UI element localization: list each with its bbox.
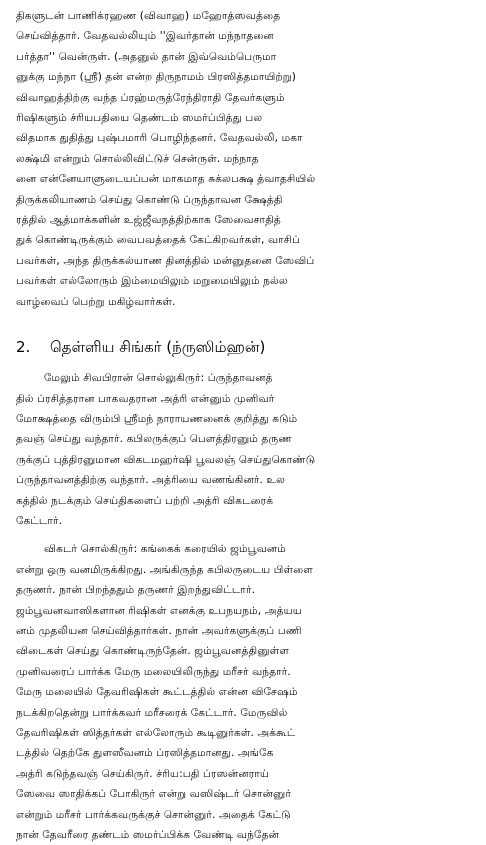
- text-line: ருக்குப் புத்திரனுமான விகடமஹர்ஷி பூவலஞ் செய்துகொண்டு: [16, 453, 316, 466]
- text-line: அத்ரி கடுந்தவஞ் செய்கிருர். ச்ரிய:பதி ப்ரஸன்னராய்: [16, 767, 270, 780]
- text-line: திகளுடன் பாணிக்ரஹண (விவாஹ) மஹோத்ஸவத்தை: [16, 10, 281, 22]
- text-line: ஸேவை ஸாதிக்கப் போகிருர் என்று வஸிஷ்டர் சொன்னுர்: [16, 788, 292, 801]
- text-line: மேரு மலையில் தேவரிஷிகள் கூட்டத்தில் என்ன விசேஷம்: [16, 686, 298, 699]
- text-line: னம் முதலியன செய்வித்தார்கள். நான் அவர்களுக்குப் பணி: [16, 624, 302, 637]
- text-line: ரத்தில் ஆத்மாக்களின் உஜ்ஜீவநத்திற்காக ஸேவைசாதித்: [16, 214, 281, 227]
- text-line: ப்ருந்தாவனத்திற்கு வந்தார். அத்ரியை வணங்கினர். உல: [16, 474, 285, 487]
- text-line: நடக்கிறதென்று பார்க்கவர் மரீசரைக் கேட்டார். மேருவில்: [16, 706, 288, 719]
- text-line: டத்தில் தெற்கே துளஸீவனம் ப்ரஸித்தமானது. அங்கே: [16, 747, 274, 760]
- text-line: என்றும் மரீசர் பார்க்கவருக்குச் சொன்னுர். அதைக் கேட்டு: [16, 808, 291, 821]
- text-line: திருக்கலியாணம் செய்து கொண்டு ப்ருந்தாவன க்ஷேத்தி: [16, 193, 283, 206]
- paragraph-2: [16, 539, 474, 845]
- section-number: 2.: [16, 338, 31, 357]
- text-line: தவஞ் செய்து வந்தார். கபிலருக்குப் பௌத்திரனும் தருண: [16, 433, 292, 446]
- text-line: வாழ்வைப் பெற்று மகிழ்வார்கள்.: [16, 295, 176, 308]
- text-line: விகடர் சொல்கிருர்: கங்கைக் கரையில் ஜம்பூவனம்: [44, 543, 286, 556]
- text-line: பவர்கள் எல்லோரும் இம்மையிலும் மறுமையிலும் நல்ல: [16, 275, 288, 288]
- text-line: தேவரிஷிகள் ஸித்தர்கள் எல்லோரும் கூடினுர்கள். அக்கூட்: [16, 727, 296, 739]
- text-line: பவர்கள், அந்த திருக்கல்யாண தினத்தில் மன்னுதனை ஸேவிப்: [16, 254, 315, 267]
- text-line: ஜம்பூவனவாஸிகளான ரிஷிகள் எனக்கு உபநயநம், அத்யய: [16, 604, 302, 617]
- text-line: ரிஷிகளும் ச்ரியபதியை தெண்டம் ஸமர்ப்பித்து பல: [16, 112, 263, 125]
- text-line: நான் தேவரீரை தண்டம் ஸமர்ப்பிக்க வேண்டி வந்தேன்: [16, 829, 279, 842]
- text-line: விதமாக துதித்து புஷ்பமாரி பொழிந்தனர். வேதவல்லி, மகா: [16, 132, 303, 145]
- text-line: செய்வித்தார். வேதவல்லியும் ''இவர்தான் மந்நாதனை: [16, 30, 274, 43]
- text-line: தில் ப்ரசித்தரான பாகவதரான அத்ரி என்னும் முனிவர்: [16, 392, 275, 405]
- text-line: மோக்ஷத்தை விரும்பி ஸ்ரீமந் நாராயணனைக் குறித்து கடும்: [16, 412, 298, 425]
- text-line: விவாஹத்திற்கு வந்த ப்ரஹ்மருத்ரேந்திராதி தேவர்களும்: [16, 91, 285, 104]
- text-line: னை என்னேயாளுடையப்பன் மாகமாத சுக்லபக்ஷ த்வாதசியில்: [16, 173, 316, 186]
- text-line: லக்ஷ்மி என்றும் சொல்லிவிட்டுச் சென்ருள். மந்நாத: [16, 152, 259, 165]
- section-title: தெள்ளிய சிங்கர் (ந்ருஸிம்ஹன்): [50, 338, 266, 357]
- text-line: துக் கொண்டிருக்கும் வைபவத்தைக் கேட்கிறவர்கள், வாசிப்: [16, 234, 301, 247]
- text-line: தருணர். நான் பிறந்ததும் தருணர் இறந்துவிட்டார்.: [16, 584, 256, 597]
- text-line: னுக்கு மந்நா (ஶ்ரீ) தன் என்ற திருநாமம் பிரஸித்தமாயிற்று): [16, 71, 296, 84]
- text-line: பர்த்தா'' வென்ருள். (அதனுல் தான் இவ்வெம்பெருமா: [16, 50, 277, 63]
- text-line: விடைகள் செய்து கொண்டிருந்தேன். ஜம்பூவனத்தினுள்ள: [16, 645, 289, 658]
- text-line: மேலும் சிவபிரான் சொல்லுகிருர்: ப்ருந்தாவனத்: [44, 372, 273, 385]
- text-line: முனிவரைப் பார்க்க மேரு மலையிலிருந்து மரீசர் வந்தார்.: [16, 665, 291, 678]
- text-line: என்று ஒரு வனமிருக்கிறது. அங்கிருந்த கபிலருடைய பிள்ளை: [16, 563, 313, 576]
- intro-paragraph: [16, 6, 474, 312]
- text-line: கத்தில் நடக்கும் செய்திகளைப் பற்றி அத்ரி விகடரைக்: [16, 494, 274, 507]
- text-line: கேட்டார்.: [16, 514, 63, 527]
- paragraph-1: [16, 368, 474, 531]
- section-heading: [16, 336, 474, 358]
